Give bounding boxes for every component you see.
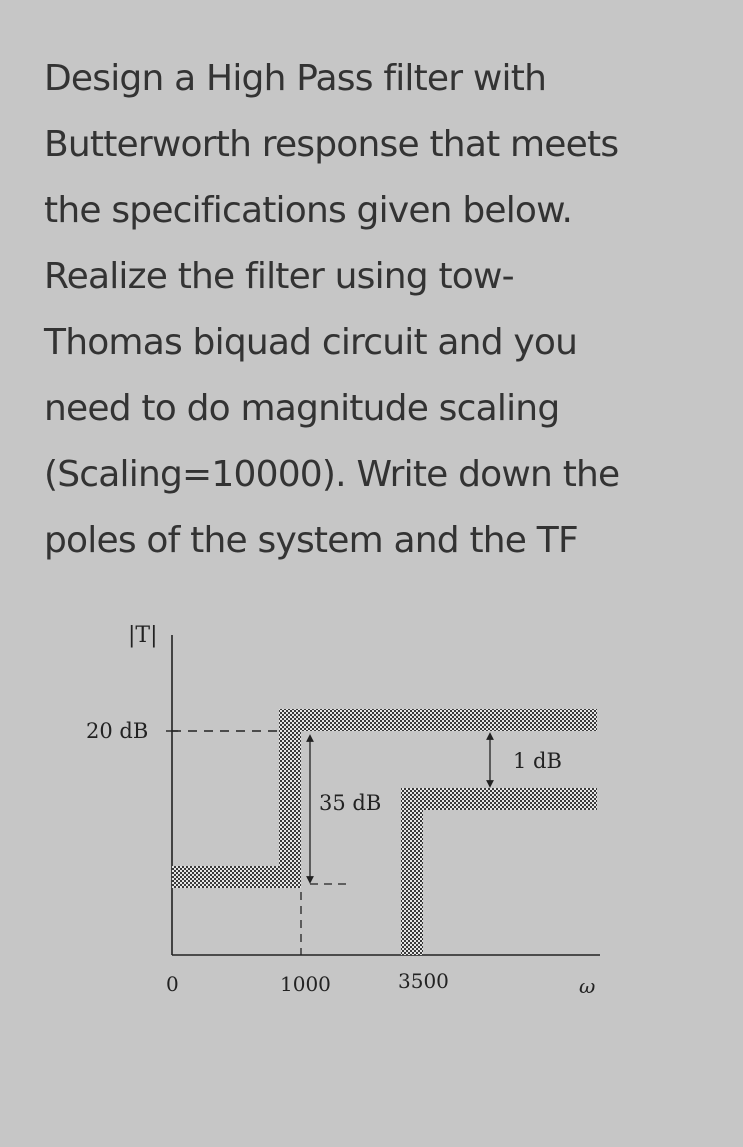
passband-edge-block (401, 788, 423, 955)
x-tick-label: 3500 (398, 969, 449, 993)
filter-spec-diagram (0, 600, 743, 1020)
ripple-label: 1 dB (513, 749, 562, 773)
stopband-block (172, 866, 301, 888)
x-axis-label: ω (579, 974, 596, 998)
attenuation-label: 35 dB (319, 791, 382, 815)
question-line: the specifications given below. (44, 190, 573, 231)
filter-spec-figure (0, 600, 743, 1020)
upper-bound-block (279, 709, 597, 731)
stopband-edge-block (279, 709, 301, 888)
y-axis-label: |T| (128, 623, 158, 648)
question-line: Thomas biquad circuit and you (44, 322, 578, 363)
x-tick-label: 0 (166, 972, 179, 996)
gain-label: 20 dB (86, 719, 149, 743)
question-line: need to do magnitude scaling (44, 388, 560, 429)
question-line: (Scaling=10000). Write down the (44, 454, 620, 495)
question-line: Butterworth response that meets (44, 124, 619, 165)
x-tick-label: 1000 (280, 972, 331, 996)
question-line: poles of the system and the TF (44, 520, 578, 561)
lower-bound-block (401, 788, 597, 810)
question-line: Design a High Pass filter with (44, 58, 547, 99)
question-line: Realize the filter using tow- (44, 256, 514, 297)
question-text (44, 46, 714, 574)
